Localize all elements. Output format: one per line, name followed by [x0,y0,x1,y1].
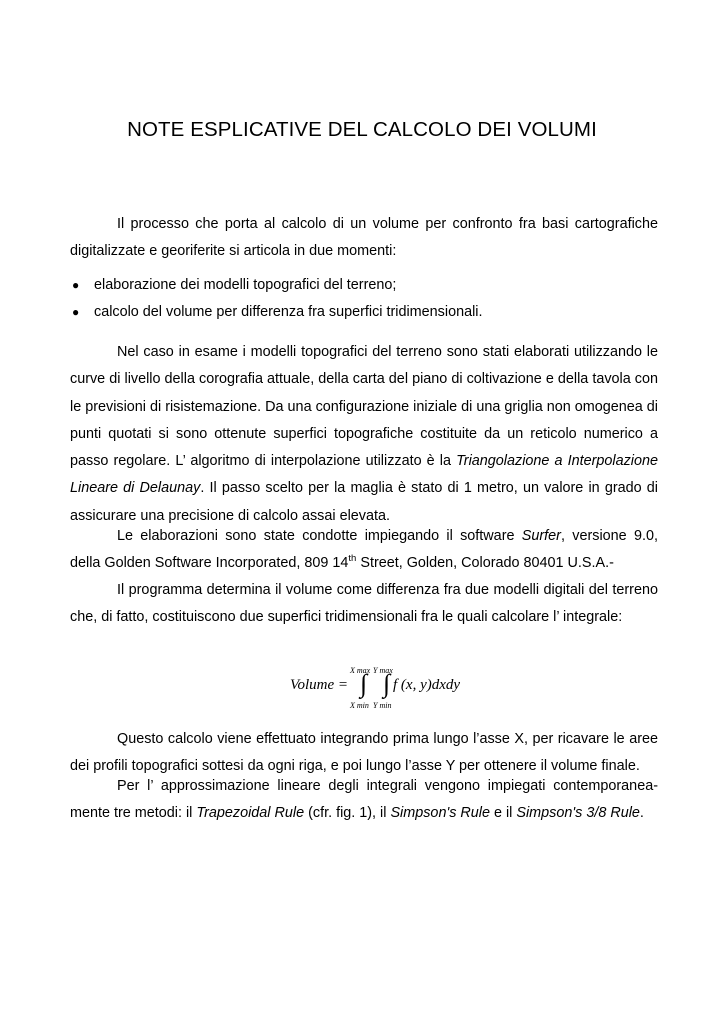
page-title: NOTE ESPLICATIVE DEL CALCOLO DEI VOLUMI [127,118,597,141]
paragraph-program-text: Il programma determina il volume come differenza fra due modelli digitali del terreno che, di fatto, costituiscono due superfici tridimensionali fra le quali calcolare l’ integrale: [70,582,658,626]
list-item [70,272,658,299]
formula-integrand: f (x, y)dxdy [393,677,461,693]
paragraph-method [70,339,658,530]
emphasis-text: Triangolazione a Interpolazione Lineare di Delaunay [70,453,658,497]
list-item-text: elaborazione dei modelli topografici del terreno; [94,277,397,293]
text-run: Per l’ approssimazione lineare degli integrali vengono impiegati contemporanea-mente tre metodi: il [70,778,658,822]
formula-lower-limit-y: Y min [373,701,392,710]
paragraph-approximation-text [70,773,658,828]
paragraph-program [70,577,658,632]
formula-upper-limit-y: Y max [373,666,393,675]
list-item [70,299,658,326]
text-run: e il [489,805,517,822]
text-run: . Il passo scelto per la maglia è stato di 1 metro, un valore in grado di assicurare una precisione di calcolo assai elevata. [70,480,658,524]
emphasis-text: Surfer [521,528,561,544]
paragraph-calculation-text: Questo calcolo viene effettuato integrando prima lungo l’asse X, per ricavare le aree dei profili topografici sottesi da ogni riga, e poi lungo l’asse Y per ottenere il volume finale. [70,731,658,775]
text-run: (cfr. fig. 1), il [304,805,391,822]
bullet-icon: ● [72,305,80,319]
integral-sign: ∫ [360,669,368,698]
integral-sign: ∫ [383,669,391,698]
bullet-icon: ● [72,278,80,292]
text-run: . [639,805,644,822]
bullet-list [70,272,658,326]
paragraph-intro-text: Il processo che porta al calcolo di un volume per confronto fra basi cartografiche digitalizzate e georiferite si articola in due momenti: [70,216,658,260]
list-item-text: calcolo del volume per differenza fra superfici tridimensionali. [94,304,483,320]
paragraph-software-text [70,523,658,578]
text-run: Street, Golden, Colorado 80401 U.S.A.- [356,555,614,572]
text-run: , versione 9.0, della Golden Software Incorporated, 809 14 [70,528,658,572]
emphasis-text: Simpson's Rule [390,805,490,822]
paragraph-method-text [70,339,658,530]
emphasis-text: Simpson's 3/8 Rule [516,805,640,822]
paragraph-intro [70,211,658,266]
volume-formula [290,664,490,714]
paragraph-approximation [70,773,658,828]
text-run: Le elaborazioni sono state condotte impiegando il software [117,528,522,544]
formula-lower-limit-x: X min [350,701,369,710]
paragraph-software [70,523,658,578]
formula-upper-limit-x: X max [350,666,371,675]
emphasis-text: Trapezoidal Rule [196,805,305,822]
formula-lhs: Volume = [290,677,349,693]
text-run: Nel caso in esame i modelli topografici del terreno sono stati elaborati utilizzando le curve di livello della corografia attuale, della carta del piano di coltivazione e della tavola con le previsioni di risistemazione. Da una configurazione iniziale di una griglia non omogenea di punti quotati si sono ottenute superfici topografiche costituite da un reticolo numerico a passo regolare. L’ algoritmo di interpolazione utilizzato è la [70,344,658,470]
superscript-text: th [348,552,357,564]
